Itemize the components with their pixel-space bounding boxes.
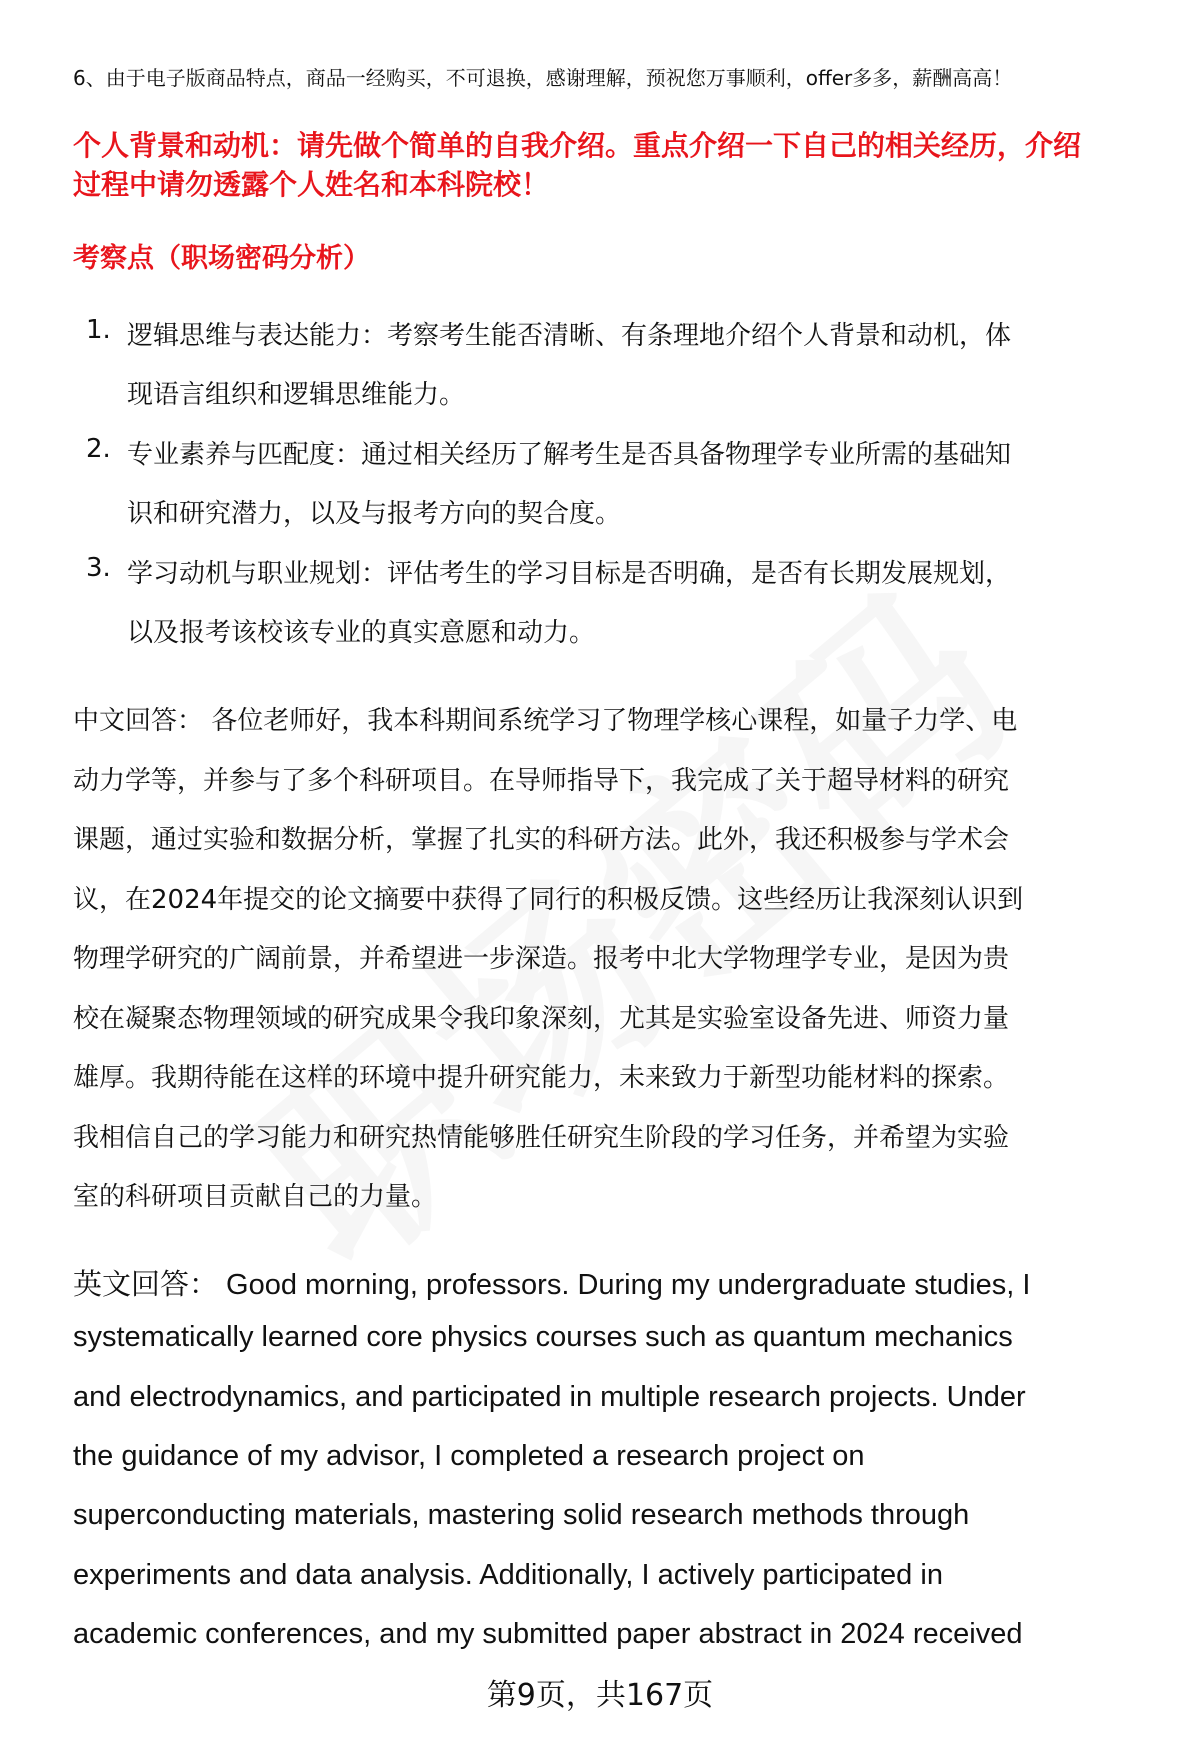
point-text-line: 识和研究潜力，以及与报考方向的契合度。: [127, 499, 622, 529]
point-text-line: 现语言组织和逻辑思维能力。: [127, 380, 466, 410]
point-text-line: 学习动机与职业规划：评估考生的学习目标是否明确，是否有长期发展规划，: [127, 559, 1012, 589]
cn-answer-line: 中文回答： 各位老师好，我本科期间系统学习了物理学核心课程，如量子力学、电: [73, 706, 1018, 736]
cn-answer-line: 室的科研项目贡献自己的力量。: [73, 1182, 438, 1212]
page-number: 第9页，共167页: [486, 1678, 714, 1713]
point-number: 2.: [86, 434, 111, 464]
section-title: 考察点（职场密码分析）: [73, 243, 370, 274]
point-number: 3.: [86, 553, 111, 583]
question-line: 个人背景和动机：请先做个简单的自我介绍。重点介绍一下自己的相关经历，介绍: [73, 129, 1082, 162]
cn-answer-line: 我相信自己的学习能力和研究热情能够胜任研究生阶段的学习任务，并希望为实验: [73, 1122, 1010, 1153]
question-line: 过程中请勿透露个人姓名和本科院校！: [73, 168, 550, 201]
en-answer-line: 英文回答： Good morning, professors. During my undergraduate studies, I: [73, 1269, 1031, 1301]
cn-answer-line: 物理学研究的广阔前景，并希望进一步深造。报考中北大学物理学专业，是因为贵: [73, 944, 1010, 974]
point-text-line: 专业素养与匹配度：通过相关经历了解考生是否具备物理学专业所需的基础知: [127, 440, 1012, 470]
cn-answer-line: 课题，通过实验和数据分析，掌握了扎实的科研方法。此外，我还积极参与学术会: [73, 825, 1010, 855]
point-text-line: 以及报考该校该专业的真实意愿和动力。: [127, 618, 596, 648]
cn-answer-line: 动力学等，并参与了多个科研项目。在导师指导下，我完成了关于超导材料的研究: [73, 765, 1010, 796]
en-answer-line: systematically learned core physics courses such as quantum mechanics: [73, 1321, 1013, 1354]
en-answer-line: experiments and data analysis. Additionally, I actively participated in: [73, 1558, 943, 1591]
cn-answer-line: 校在凝聚态物理领域的研究成果令我印象深刻，尤其是实验室设备先进、师资力量: [73, 1003, 1010, 1034]
purchase-notice: 6、由于电子版商品特点，商品一经购买，不可退换，感谢理解，预祝您万事顺利，offer多多，薪酬高高！: [73, 66, 1013, 90]
en-answer-line: superconducting materials, mastering solid research methods through: [73, 1499, 970, 1532]
en-answer-line: the guidance of my advisor, I completed a research project on: [73, 1439, 865, 1472]
cn-answer-line: 雄厚。我期待能在这样的环境中提升研究能力，未来致力于新型功能材料的探索。: [73, 1063, 1010, 1093]
point-number: 1.: [86, 315, 111, 345]
cn-answer-line: 议，在2024年提交的论文摘要中获得了同行的积极反馈。这些经历让我深刻认识到: [73, 884, 1024, 915]
en-answer-line: and electrodynamics, and participated in multiple research projects. Under: [73, 1380, 1026, 1413]
en-answer-line: academic conferences, and my submitted paper abstract in 2024 received: [73, 1617, 1023, 1650]
point-text-line: 逻辑思维与表达能力：考察考生能否清晰、有条理地介绍个人背景和动机，体: [127, 321, 1012, 351]
